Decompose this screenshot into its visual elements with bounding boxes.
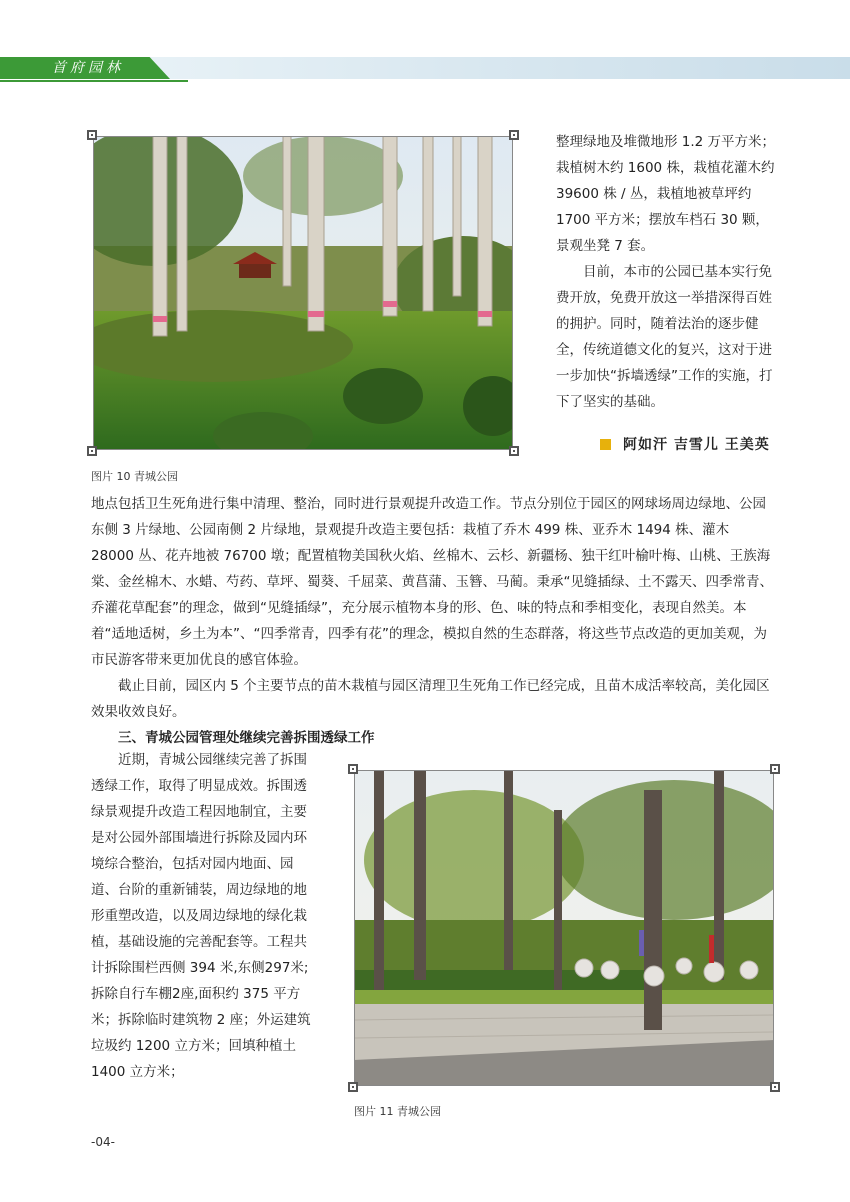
- section-3-paragraph: 近期，青城公园继续完善了拆围透绿工作，取得了明显成效。拆围透绿景观提升改造工程因地制宜，主要是对公园外部围墙进行拆除及园内环境综合整治，包括对园内地面、园道、台阶的重新铺装，周边绿地的地形重塑改造，以及周边绿地的绿化栽植，基础设施的完善配套等。工程共计拆除围栏西侧 394 米,东侧297米; 拆除自行车棚2座,面积约 375 平方米；拆除临时建筑物 2 座；外运建筑垃圾约 1200 立方米；回填种植土 1400 立方米；: [91, 752, 311, 1080]
- figure-10-photo: [93, 136, 513, 450]
- page-number: -04-: [91, 1135, 115, 1149]
- frame-corner-ornament: [770, 764, 780, 774]
- authors-names: 阿如汗 吉雪儿 王美英: [623, 437, 770, 453]
- body-paragraph-1: 地点包括卫生死角进行集中清理、整治，同时进行景观提升改造工作。节点分别位于园区的网球场周边绿地、公园东侧 3 片绿地、公园南侧 2 片绿地，景观提升改造主要包括：栽植了乔木 499 株、亚乔木 1494 株、灌木 28000 丛、花卉地被 76700 墩；配置植物美国秋火焰、丝棉木、云杉、新疆杨、独干红叶榆叶梅、山桃、王族海棠、金丝棉木、水蜡、芍药、草坪、蜀葵、千屈菜、黄菖蒲、玉簪、马蔺。秉承“见缝插绿、土不露天、四季常青、乔灌花草配套”的理念，做到“见缝插绿”，充分展示植物本身的形、色、味的特点和季相变化，表现自然美。本着“适地适树，乡土为本”、“四季常青，四季有花”的理念，模拟自然的生态群落，将这些节点改造的更加美观，为市民游客带来更加优良的感官体验。: [91, 496, 773, 668]
- frame-corner-ornament: [348, 764, 358, 774]
- frame-corner-ornament: [87, 130, 97, 140]
- frame-corner-ornament: [509, 130, 519, 140]
- frame-corner-ornament: [87, 446, 97, 456]
- authors-line: [600, 434, 770, 454]
- yellow-square-icon: [600, 439, 611, 450]
- right-column-paragraph-2: 目前，本市的公园已基本实行免费开放，免费开放这一举措深得百姓的拥护。同时，随着法治的逐步健全，传统道德文化的复兴，这对于进一步加快“拆墙透绿”工作的实施，打下了坚实的基础。: [556, 264, 773, 410]
- section-3-heading: 三、青城公园管理处继续完善拆围透绿工作: [118, 730, 375, 746]
- figure-11-photo: [354, 770, 774, 1086]
- right-column-paragraph-1: 整理绿地及堆微地形 1.2 万平方米；栽植树木约 1600 株，栽植花灌木约 39600 株 / 丛，栽植地被草坪约 1700 平方米；摆放车档石 30 颗，景观坐凳 7 套。: [556, 134, 776, 254]
- frame-corner-ornament: [348, 1082, 358, 1092]
- magazine-section-title: 首府园林: [52, 60, 124, 76]
- header-underline: [0, 80, 188, 82]
- body-paragraph-2: 截止目前，园区内 5 个主要节点的苗木栽植与园区清理卫生死角工作已经完成，且苗木成活率较高，美化园区效果收效良好。: [91, 678, 770, 720]
- figure-11-caption: 图片 11 青城公园: [354, 1105, 441, 1118]
- figure-10-caption: 图片 10 青城公园: [91, 470, 178, 483]
- frame-corner-ornament: [770, 1082, 780, 1092]
- frame-corner-ornament: [509, 446, 519, 456]
